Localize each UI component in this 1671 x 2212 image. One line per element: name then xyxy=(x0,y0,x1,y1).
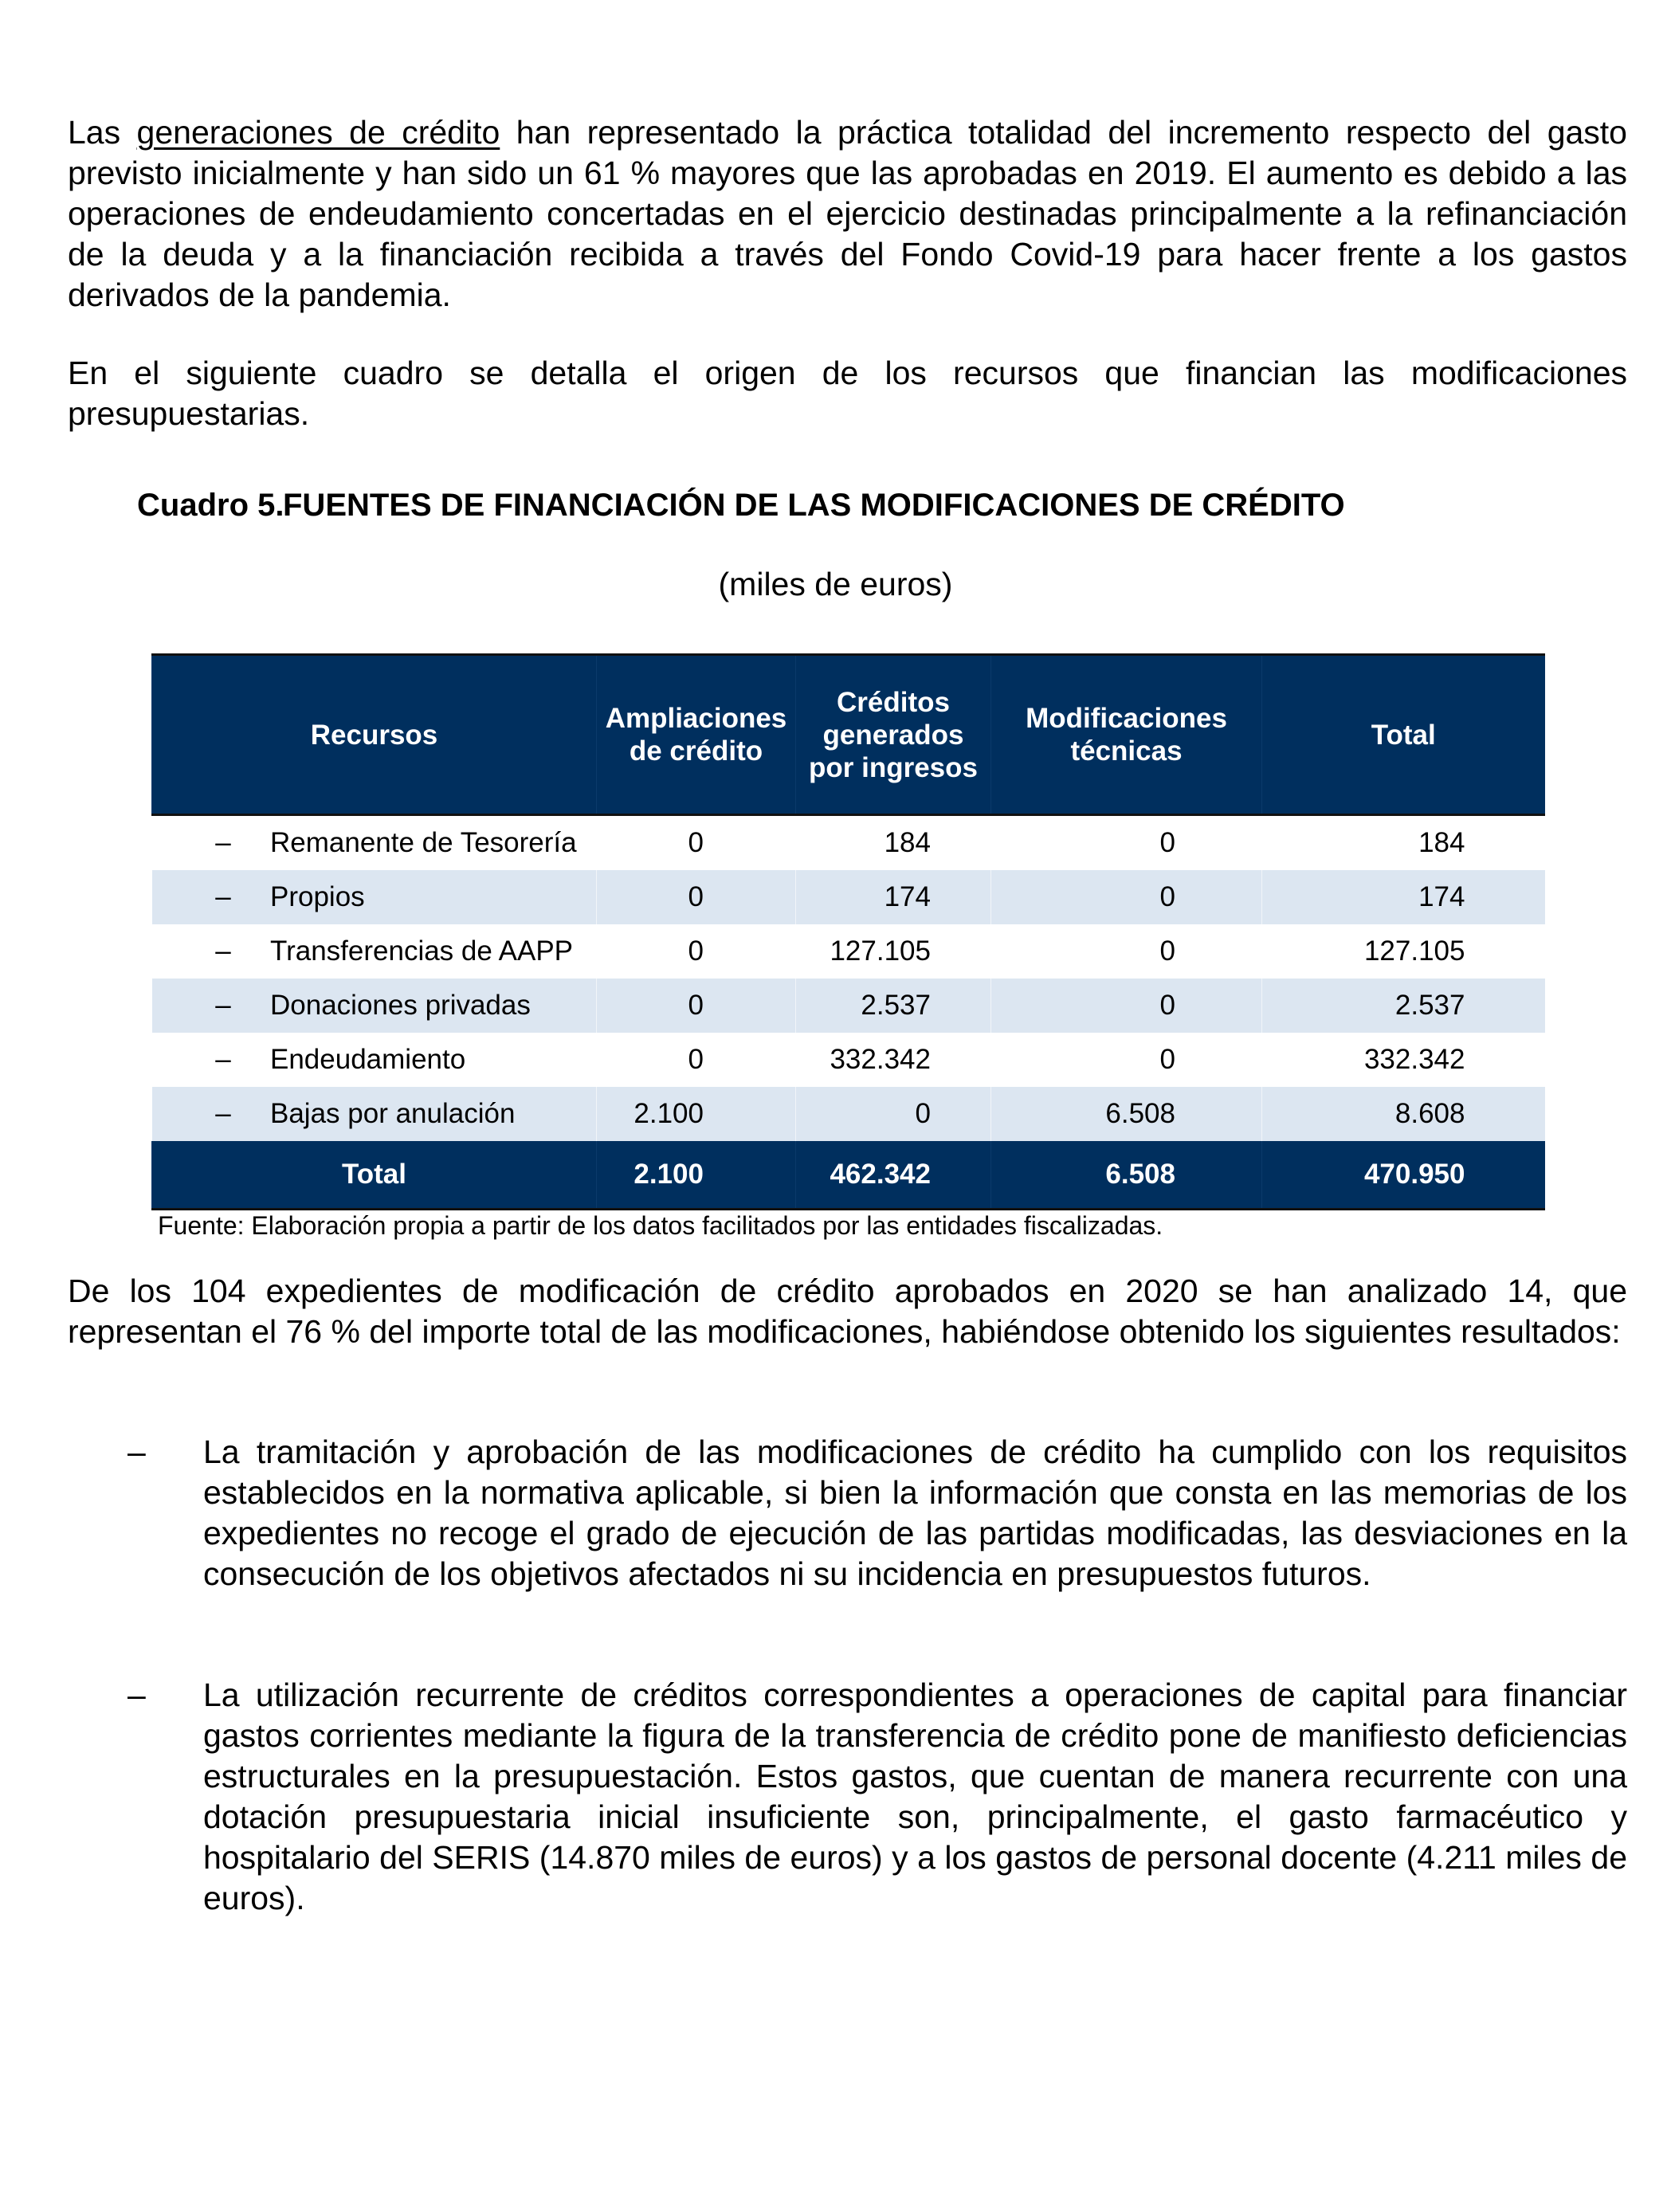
table-units: (miles de euros) xyxy=(718,566,953,602)
table-row: – Donaciones privadas 0 2.537 0 2.537 xyxy=(152,979,1545,1033)
table-total-row: Total 2.100 462.342 6.508 470.950 xyxy=(152,1141,1545,1210)
financing-sources-table xyxy=(151,653,1545,1210)
generaciones-de-credito-term: generaciones de crédito xyxy=(136,114,500,151)
dash-icon: – xyxy=(127,1433,146,1470)
row-label: Donaciones privadas xyxy=(270,990,531,1021)
row-label: Propios xyxy=(270,881,365,912)
dash-icon: – xyxy=(215,1044,231,1075)
row-label: Remanente de Tesorería xyxy=(270,827,577,858)
dash-icon: – xyxy=(215,990,231,1021)
row-label: Transferencias de AAPP xyxy=(270,935,574,967)
dash-icon: – xyxy=(215,881,231,912)
table-number: Cuadro 5. xyxy=(137,488,284,523)
table-title-text: FUENTES DE FINANCIACIÓN DE LAS MODIFICACIONES DE CRÉDITO xyxy=(283,488,1345,523)
analysis-paragraph: De los 104 expedientes de modificación de crédito aprobados en 2020 se han analizado 14, que representan el 76 % del importe total de las modificaciones, habiéndose obtenido los siguientes resultados: xyxy=(68,1273,1627,1350)
row-label: Bajas por anulación xyxy=(270,1098,516,1129)
table-row: – Bajas por anulación 2.100 0 6.508 8.608 xyxy=(152,1087,1545,1141)
header-creditos-generados: Créditos generados por ingresos xyxy=(796,655,991,815)
table-row: – Remanente de Tesorería 0 184 0 184 xyxy=(152,815,1545,871)
bullet-item xyxy=(127,1432,1627,1594)
header-modificaciones-tecnicas: Modificaciones técnicas xyxy=(991,655,1262,815)
dash-icon: – xyxy=(215,1098,231,1129)
header-total: Total xyxy=(1262,655,1545,815)
header-recursos: Recursos xyxy=(152,655,597,815)
dash-icon: – xyxy=(215,827,231,858)
intro-paragraph: Las generaciones de crédito han representado la práctica totalidad del incremento respecto del gasto previsto inicialmente y han sido un 61 % mayores que las aprobadas en 2019. El aumento es debido a las operaciones de endeudamiento concertadas en el ejercicio destinadas principalmente a la refinanciación de la deuda y a la financiación recibida a través del Fondo Covid-19 para hacer frente a los gastos derivados de la pandemia. xyxy=(68,114,1627,313)
bullet-text: La tramitación y aprobación de las modificaciones de crédito ha cumplido con los requisitos establecidos en la normativa aplicable, si bien la información que consta en las memorias de los expedientes no recoge el grado de ejecución de las partidas modificadas, las desviaciones en la consecución de los objetivos afectados ni su incidencia en presupuestos futuros. xyxy=(203,1433,1627,1592)
table-row: – Transferencias de AAPP 0 127.105 0 127.105 xyxy=(152,924,1545,979)
bullet-text: La utilización recurrente de créditos correspondientes a operaciones de capital para financiar gastos corrientes mediante la figura de la transferencia de crédito pone de manifiesto deficiencias estructurales en la presupuestación. Estos gastos, que cuentan de manera recurrente con una dotación presupuestaria inicial insuficiente son, principalmente, el gasto farmacéutico y hospitalario del SERIS (14.870 miles de euros) y a los gastos de personal docente (4.211 miles de euros). xyxy=(203,1677,1627,1916)
table-title xyxy=(137,488,1571,524)
header-ampliaciones: Ampliaciones de crédito xyxy=(597,655,796,815)
row-label: Endeudamiento xyxy=(270,1044,466,1075)
table-row: – Propios 0 174 0 174 xyxy=(152,870,1545,924)
table-header-row xyxy=(152,655,1545,815)
table-source-note: Fuente: Elaboración propia a partir de los datos facilitados por las entidades fiscalizadas. xyxy=(158,1211,1163,1240)
dash-icon: – xyxy=(127,1677,146,1713)
table-row: – Endeudamiento 0 332.342 0 332.342 xyxy=(152,1033,1545,1087)
bullet-item xyxy=(127,1675,1627,1919)
dash-icon: – xyxy=(215,935,231,967)
total-label: Total xyxy=(152,1141,597,1210)
table-intro-paragraph: En el siguiente cuadro se detalla el origen de los recursos que financian las modificaciones presupuestarias. xyxy=(68,355,1627,432)
